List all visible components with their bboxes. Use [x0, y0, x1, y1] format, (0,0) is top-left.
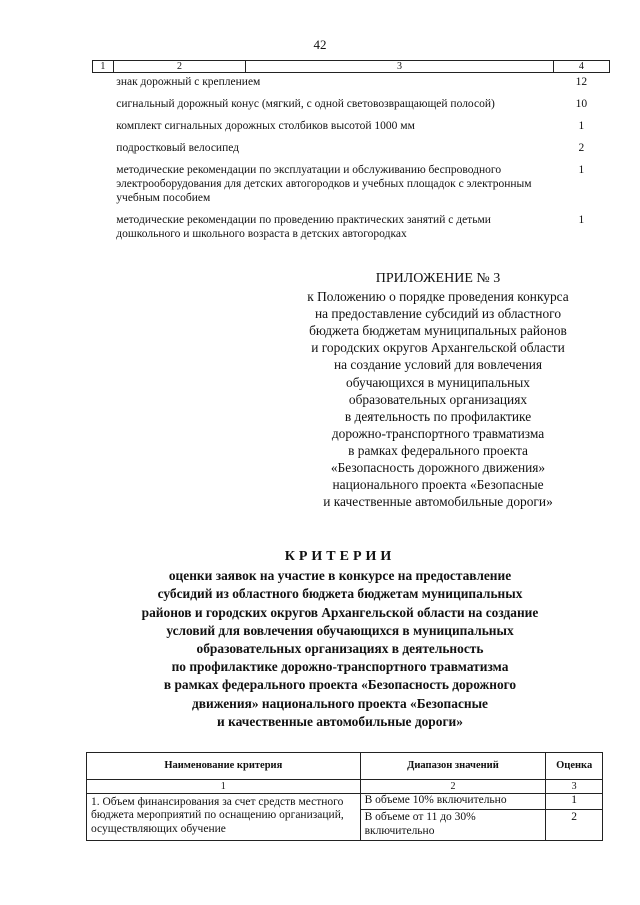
range-cell — [360, 793, 546, 841]
criteria-line: субсидий из областного бюджета бюджетам муниципальных — [157, 586, 523, 602]
appendix-line: и качественные автомобильные дороги» — [323, 494, 553, 510]
appendix-line: и городских округов Архангельской области — [311, 340, 565, 356]
criteria-line: движения» национального проекта «Безопасные — [191, 695, 489, 711]
appendix-line: на предоставление субсидий из областного — [314, 306, 562, 322]
appendix-line: бюджета бюджетам муниципальных районов — [309, 323, 567, 339]
criteria-line: районов и городских округов Архангельской области на создание — [141, 604, 539, 620]
appendix-line: обучающихся в муниципальных — [346, 374, 530, 390]
criteria-line: по профилактике дорожно-транспортного травматизма — [171, 659, 509, 675]
criteria-line: и качественные автомобильные дороги» — [217, 713, 463, 729]
header-col-4: 4 — [553, 61, 609, 73]
equipment-table — [92, 60, 610, 249]
appendix-line: национального проекта «Безопасные — [332, 477, 544, 493]
table-row — [87, 793, 603, 841]
score-value: 2 — [571, 811, 578, 823]
header-score: Оценка — [546, 753, 603, 780]
header-col-3: 3 — [246, 61, 554, 73]
criteria-table — [86, 752, 603, 841]
table-row — [93, 97, 610, 119]
range-value: В объеме от 11 до 30% включительно — [364, 811, 476, 837]
header-value-range: Диапазон значений — [360, 753, 546, 780]
table-row — [93, 73, 610, 98]
item-text: сигнальный дорожный конус (мягкий, с одной световозвращающей полосой) — [116, 98, 495, 110]
item-qty: 12 — [575, 76, 588, 88]
header-criterion-name: Наименование критерия — [87, 753, 361, 780]
appendix-line: дорожно-транспортного травматизма — [331, 425, 545, 441]
appendix-line: в деятельность по профилактике — [344, 408, 532, 424]
criteria-line: в рамках федерального проекта «Безопасность дорожного — [163, 677, 517, 693]
appendix-line: «Безопасность дорожного движения» — [330, 460, 546, 476]
appendix-title: ПРИЛОЖЕНИЕ № 3 — [375, 271, 501, 286]
equipment-table-header — [93, 61, 610, 73]
criteria-title: КРИТЕРИИ — [284, 549, 396, 564]
header-col-1: 1 — [93, 61, 114, 73]
column-number: 2 — [360, 779, 546, 793]
criteria-line: образовательных организациях в деятельность — [196, 641, 484, 657]
criteria-table-header — [87, 753, 603, 780]
table-row — [93, 119, 610, 141]
criteria-table-numbers — [87, 779, 603, 793]
table-row — [93, 163, 610, 213]
item-qty: 1 — [578, 164, 585, 176]
item-qty: 10 — [575, 98, 588, 110]
header-col-2: 2 — [113, 61, 245, 73]
table-row — [93, 141, 610, 163]
appendix-block — [288, 270, 588, 510]
item-qty: 1 — [578, 214, 585, 226]
range-value: В объеме 10% включительно — [361, 794, 546, 811]
item-qty: 1 — [578, 120, 585, 132]
item-qty: 2 — [578, 142, 585, 154]
appendix-line: в рамках федерального проекта — [348, 442, 528, 458]
criteria-heading — [100, 548, 580, 731]
item-text: знак дорожный с креплением — [116, 76, 261, 88]
item-text: методические рекомендации по проведению практических занятий с детьми дошкольного и школьного возраста в детских автогородках — [116, 214, 491, 240]
column-number: 1 — [87, 779, 361, 793]
criterion-text: 1. Объем финансирования за счет средств местного бюджета мероприятий по оснащению организаций, осуществляющих обучение — [87, 793, 361, 841]
item-text: методические рекомендации по эксплуатации и обслуживанию беспроводного электрооборудования для детских автогородков и учебных площадок с электронным учебным пособием — [116, 164, 532, 204]
criteria-line: условий для вовлечения обучающихся в муниципальных — [166, 622, 514, 638]
appendix-line: на создание условий для вовлечения — [333, 357, 543, 373]
score-value: 1 — [546, 794, 602, 811]
column-number: 3 — [546, 779, 603, 793]
appendix-line: к Положению о порядке проведения конкурса — [307, 289, 569, 305]
appendix-line: образовательных организациях — [348, 391, 528, 407]
item-text: комплект сигнальных дорожных столбиков высотой 1000 мм — [116, 120, 415, 132]
table-row — [93, 213, 610, 249]
page-number: 42 — [313, 37, 327, 52]
score-cell — [546, 793, 603, 841]
item-text: подростковый велосипед — [116, 142, 240, 154]
criteria-line: оценки заявок на участие в конкурсе на предоставление — [168, 568, 512, 584]
